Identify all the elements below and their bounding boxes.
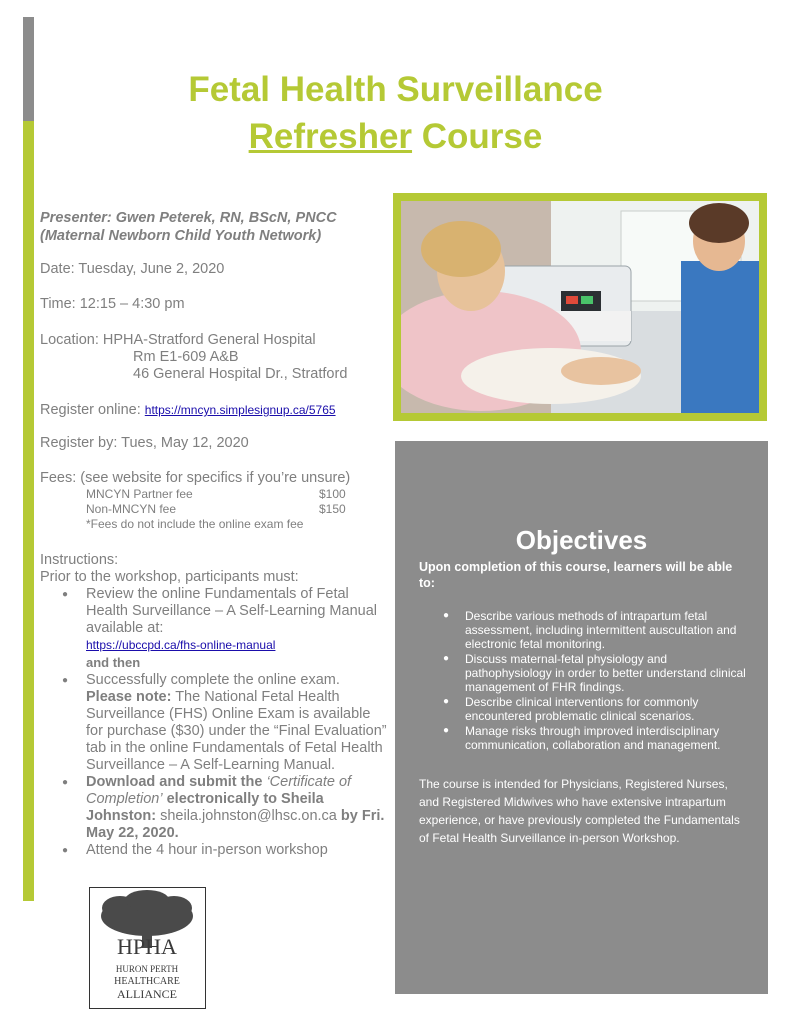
- presenter-line1: Presenter: Gwen Peterek, RN, BScN, PNCC: [40, 210, 337, 226]
- bullet-icon: ●: [62, 675, 69, 686]
- instructions-heading: Instructions:: [40, 552, 119, 568]
- note-label: Please note:: [86, 689, 172, 705]
- bullet-icon: ●: [443, 696, 450, 707]
- bullet-icon: ●: [443, 725, 450, 736]
- instructions: [40, 552, 390, 859]
- instructions-list: [40, 586, 390, 859]
- bullet-icon: ●: [62, 589, 69, 600]
- objectives-footer: The course is intended for Physicians, Registered Nurses, and Registered Midwives who have extensive intrapartum experience, or have previously completed the Fundamentals of Fetal Health Surveillance in-person Workshop.: [419, 777, 740, 845]
- instruction-submit: electronically to Sheila Johnston:: [86, 791, 324, 824]
- register-link[interactable]: https://mncyn.simplesignup.ca/5765: [144, 403, 336, 417]
- objectives-list: [443, 609, 750, 753]
- register-by: Register by: Tues, May 12, 2020: [40, 435, 249, 451]
- title-refresher: Refresher: [248, 117, 413, 156]
- bullet-icon: ●: [443, 653, 450, 664]
- register-online: [40, 402, 390, 419]
- location-line3: 46 General Hospital Dr., Stratford: [133, 366, 348, 382]
- list-item: [62, 586, 390, 672]
- bullet-icon: ●: [443, 610, 450, 621]
- bullet-icon: ●: [62, 845, 69, 856]
- objective-text: Discuss maternal-fetal physiology and pathophysiology in order to better understand clinical management of FHR findings.: [465, 652, 746, 694]
- objective-text: Describe various methods of intrapartum fetal assessment, including intermittent auscultation and electronic fetal monitoring.: [465, 609, 737, 651]
- fee-note: *Fees do not include the online exam fee: [86, 517, 304, 531]
- fees-heading: Fees: (see website for specifics if you’re unsure): [40, 470, 351, 486]
- event-date: Date: Tuesday, June 2, 2020: [40, 261, 225, 277]
- location-line2: Rm E1-609 A&B: [133, 349, 239, 365]
- instruction-download: Download and submit the: [86, 774, 267, 790]
- hpha-logo: [89, 887, 206, 1009]
- objective-text: Describe clinical interventions for commonly encountered problematic clinical scenarios.: [465, 695, 699, 723]
- logo-line1: HURON PERTH: [115, 964, 179, 974]
- instruction-text: Attend the 4 hour in-person workshop: [86, 842, 328, 858]
- photo-frame: [393, 193, 767, 421]
- side-bar-green: [23, 121, 34, 901]
- manual-link[interactable]: https://ubccpd.ca/fhs-online-manual: [86, 638, 276, 652]
- instructions-intro: Prior to the workshop, participants must:: [40, 569, 299, 585]
- nurse-patient-photo: [401, 201, 759, 413]
- certificate-name: ‘Certificate of Completion’: [86, 774, 352, 807]
- list-item: [62, 842, 390, 859]
- fee-row-partner: [40, 487, 390, 502]
- event-time: Time: 12:15 – 4:30 pm: [40, 296, 185, 312]
- objectives-title: Objectives: [515, 525, 648, 555]
- email-address[interactable]: sheila.johnston@lhsc.on.ca: [156, 808, 341, 824]
- presenter-line2: (Maternal Newborn Child Youth Network): [40, 228, 322, 244]
- objective-text: Manage risks through improved interdisciplinary communication, collaboration and management.: [465, 724, 721, 752]
- and-then: and then: [86, 655, 141, 670]
- list-item: [62, 672, 390, 774]
- register-label: Register online:: [40, 402, 145, 418]
- logo-letters: HPHA: [117, 934, 177, 959]
- bullet-icon: ●: [62, 777, 69, 788]
- logo-line2: HEALTHCARE: [114, 976, 180, 987]
- fee-amount: $150: [319, 502, 346, 516]
- list-item: [443, 695, 750, 723]
- list-item: [443, 652, 750, 694]
- objectives-intro: Upon completion of this course, learners will be able to:: [419, 560, 733, 590]
- objectives-panel: [395, 441, 768, 994]
- title-course: Course: [412, 117, 543, 156]
- fee-label: MNCYN Partner fee: [86, 487, 193, 501]
- list-item: [443, 724, 750, 752]
- page-title-line2: [0, 117, 791, 157]
- fees: [40, 470, 390, 532]
- presenter: [40, 209, 390, 245]
- location-line1: Location: HPHA-Stratford General Hospital: [40, 332, 316, 348]
- page-title-line1: Fetal Health Surveillance: [188, 70, 603, 109]
- list-item: [62, 774, 390, 842]
- instruction-text: Review the online Fundamentals of Fetal Health Surveillance – A Self-Learning Manual available at:: [86, 586, 377, 636]
- note-text: The National Fetal Health Surveillance (FHS) Online Exam is available for purchase ($30) under the “Final Evaluation” tab in the online Fundamentals of Fetal Health Surveillance – A Self-Learning Manual.: [86, 689, 387, 773]
- logo-line3: ALLIANCE: [117, 987, 177, 1001]
- list-item: [443, 609, 750, 651]
- event-location: [40, 332, 390, 383]
- deadline: by Fri. May 22, 2020.: [86, 808, 385, 841]
- instruction-text: Successfully complete the online exam.: [86, 672, 340, 688]
- fee-label: Non-MNCYN fee: [86, 502, 177, 516]
- fee-amount: $100: [319, 487, 346, 501]
- fee-row-non-partner: [40, 502, 390, 517]
